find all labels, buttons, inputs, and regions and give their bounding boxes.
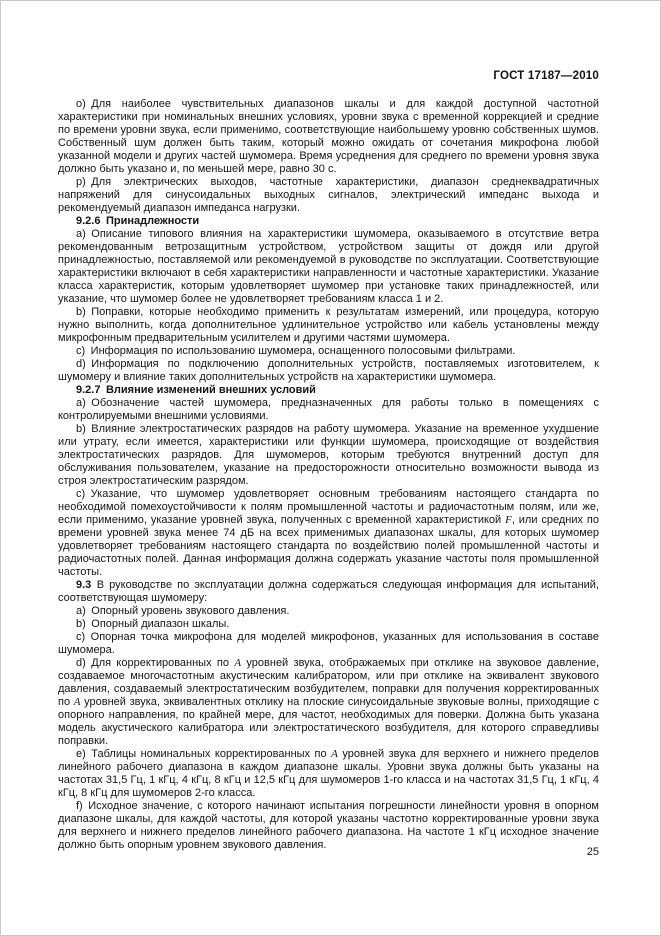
paragraph: c) Информация по использованию шумомера, оснащенного полосовыми фильтрами. (76, 345, 516, 357)
paragraph: a) Опорный уровень звукового давления. (76, 605, 290, 617)
paragraph: с) Указание, что шумомер удовлетворяет основным требованиям настоящего стандарта по необходимой помехоустойчивости к полям промышленной частоты и радиочастотным полям, или же, если применимо, указание уровней звука, полученных с временной характеристикой F, или средних по времени уровней звука менее 74 дБ на всех применимых диапазонах шкалы, для которых шумомер удовлетворяет требованиям настоящего стандарта по воздействию полей промышленной частоты и радиочастотных полей. Данная информация должна содержать указание частоты поля промышленной частоты. (58, 488, 600, 578)
paragraph: b) Влияние электростатических разрядов на работу шумомера. Указание на временное ухудшение или утрату, если имеется, характеристики или функции шумомера, происходящие от воздействия электростатических разрядов. Для шумомеров, которым требуются внутренний доступ для обслуживания пользователем, указание на предосторожности относительно возможности вывода из строя электростатическим разрядом. (58, 423, 599, 487)
paragraph: b) Опорный диапазон шкалы. (76, 618, 230, 630)
paragraph: c) Опорная точка микрофона для моделей микрофонов, указанных для использования в составе шумомера. (58, 631, 599, 656)
page-number: 25 (586, 846, 599, 858)
paragraph: е) Таблицы номинальных корректированных по A уровней звука для верхнего и нижнего пределов линейного рабочего диапазона в каждом диапазоне шкалы. Уровни звука должны быть указаны на частотах 31,5 Гц, 1 кГц, 4 кГц, 8 кГц и 12,5 кГц для шумомеров 1-го класса и на частотах 31,5 Гц, 1 кГц, 4 кГц, 8 кГц для шумомеров 2-го класса. (58, 748, 600, 799)
document-body (58, 98, 599, 852)
paragraph: а) Обозначение частей шумомера, предназначенных для работы только в помещениях с контролируемыми внешними условиями. (58, 397, 599, 422)
paragraph: р) Для электрических выходов, частотные характеристики, диапазон среднеквадратичных напряжений для синусоидальных выходных сигналов, электрический импеданс выхода и рекомендуемый диапазон импеданса нагрузки. (58, 176, 599, 214)
paragraph: о) Для наиболее чувствительных диапазонов шкалы и для каждой доступной частотной характеристики при номинальных внешних условиях, уровни звука с временной коррекцией и средние по времени уровни звука, если применимо, соответствующие наибольшему уровню собственных шумов. Собственный шум должен быть таким, который можно ожидать от сочетания микрофона любой указанной модели и других частей шумомера. Время усреднения для среднего по времени уровня звука должно быть указано и, по меньшей мере, равно 30 с. (58, 98, 599, 175)
section-heading: 9.2.6 Принадлежности (76, 215, 200, 227)
paragraph: d) Информация по подключению дополнительных устройств, поставляемых изготовителем, к шумомеру и влияние таких дополнительных устройств на характеристики шумомера. (58, 358, 599, 383)
paragraph: f) Исходное значение, с которого начинают испытания погрешности линейности уровня в опорном диапазоне шкалы, для каждой частоты, для которой указаны частотно корректированные уровни звука для верхнего и нижнего пределов линейного рабочего диапазона. На частоте 1 кГц исходное значение должно быть опорным уровнем звукового давления. (58, 800, 599, 851)
section-heading: 9.2.7 Влияние изменений внешних условий (76, 384, 316, 396)
paragraph: b) Поправки, которые необходимо применить к результатам измерений, или процедура, которую нужно выполнить, когда дополнительное удлинительное устройство или кабель установлены между микрофонным предварительным усилителем и другими частями шумомера. (58, 306, 599, 344)
paragraph: а) Описание типового влияния на характеристики шумомера, оказываемого в отсутствие ветра рекомендованным ветрозащитным устройством, устройством защиты от дождя или другой принадлежностью, поставляемой или рекомендуемой в руководстве по эксплуатации. Соответствующие характеристики включают в себя характеристики направленности и частотные характеристики. Указание класса характеристик, которым удовлетворяет шумомер при установке таких принадлежностей, или указание, что шумомер более не удовлетворяет требованиям класса 1 и 2. (58, 228, 599, 305)
paragraph: d) Для корректированных по A уровней звука, отображаемых при отклике на звуковое давление, создаваемое многочастотным акустическим калибратором, или при отклике на эквивалент звукового давления, создаваемый электростатическим возбудителем, поправки для получения корректированных по A уровней звука, эквивалентных отклику на плоские синусоидальные звуковые волны, приходящие с опорного направления, по крайней мере, для частот, необходимых для поверки. Должна быть указана модель акустического калибратора или электростатического возбудителя, для которого справедливы поправки. (58, 657, 599, 747)
document-header: ГОСТ 17187—2010 (493, 70, 599, 82)
paragraph: 9.3 В руководстве по эксплуатации должна содержаться следующая информация для испытаний, соответствующая шумомеру: (58, 579, 599, 604)
